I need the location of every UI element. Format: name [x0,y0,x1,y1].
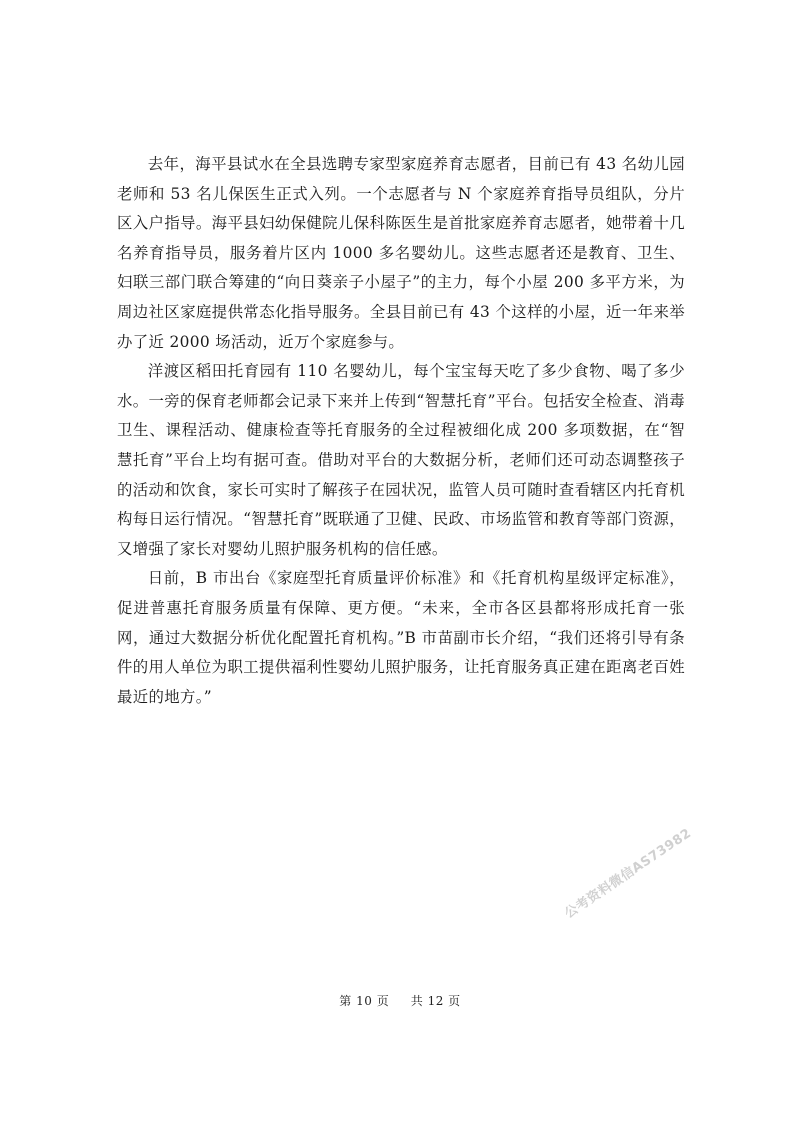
paragraph: 洋渡区稻田托育园有 110 名婴幼儿，每个宝宝每天吃了多少食物、喝了多少水。一旁的保育老师都会记录下来并上传到“智慧托育”平台。包括安全检查、消毒卫生、课程活动、健康检查等托育服务的全过程被细化成 200 多项数据，在“智慧托育”平台上均有据可查。借助对平台的大数据分析，老师们还可动态调整孩子的活动和饮食，家长可实时了解孩子在园状况，监管人员可随时查看辖区内托育机构每日运行情况。“智慧托育”既联通了卫健、民政、市场监管和教育等部门资源，又增强了家长对婴幼儿照护服务机构的信任感。 [117,362,685,558]
page-footer [0,992,800,1009]
watermark: 公考资料微信AS73982 [562,825,695,922]
page-number: 第 10 页 [339,994,390,1008]
document-body [117,150,685,712]
paragraph: 去年，海平县试水在全县选聘专家型家庭养育志愿者，目前已有 43 名幼儿园老师和 53 名儿保医生正式入列。一个志愿者与 N 个家庭养育指导员组队，分片区入户指导。海平县妇幼保健院儿保科陈医生是首批家庭养育志愿者，她带着十几名养育指导员，服务着片区内 1000 多名婴幼儿。这些志愿者还是教育、卫生、妇联三部门联合筹建的“向日葵亲子小屋子”的主力，每个小屋 200 多平方米，为周边社区家庭提供常态化指导服务。全县目前已有 43 个这样的小屋，近一年来举办了近 2000 场活动，近万个家庭参与。 [117,155,686,351]
page-total: 共 12 页 [410,994,461,1008]
paragraph: 日前，B 市出台《家庭型托育质量评价标准》和《托育机构星级评定标准》，促进普惠托育服务质量有保障、更方便。“未来，全市各区县都将形成托育一张网，通过大数据分析优化配置托育机构。”B 市苗副市长介绍，“我们还将引导有条件的用人单位为职工提供福利性婴幼儿照护服务，让托育服务真正建在距离老百姓最近的地方。” [117,569,685,706]
